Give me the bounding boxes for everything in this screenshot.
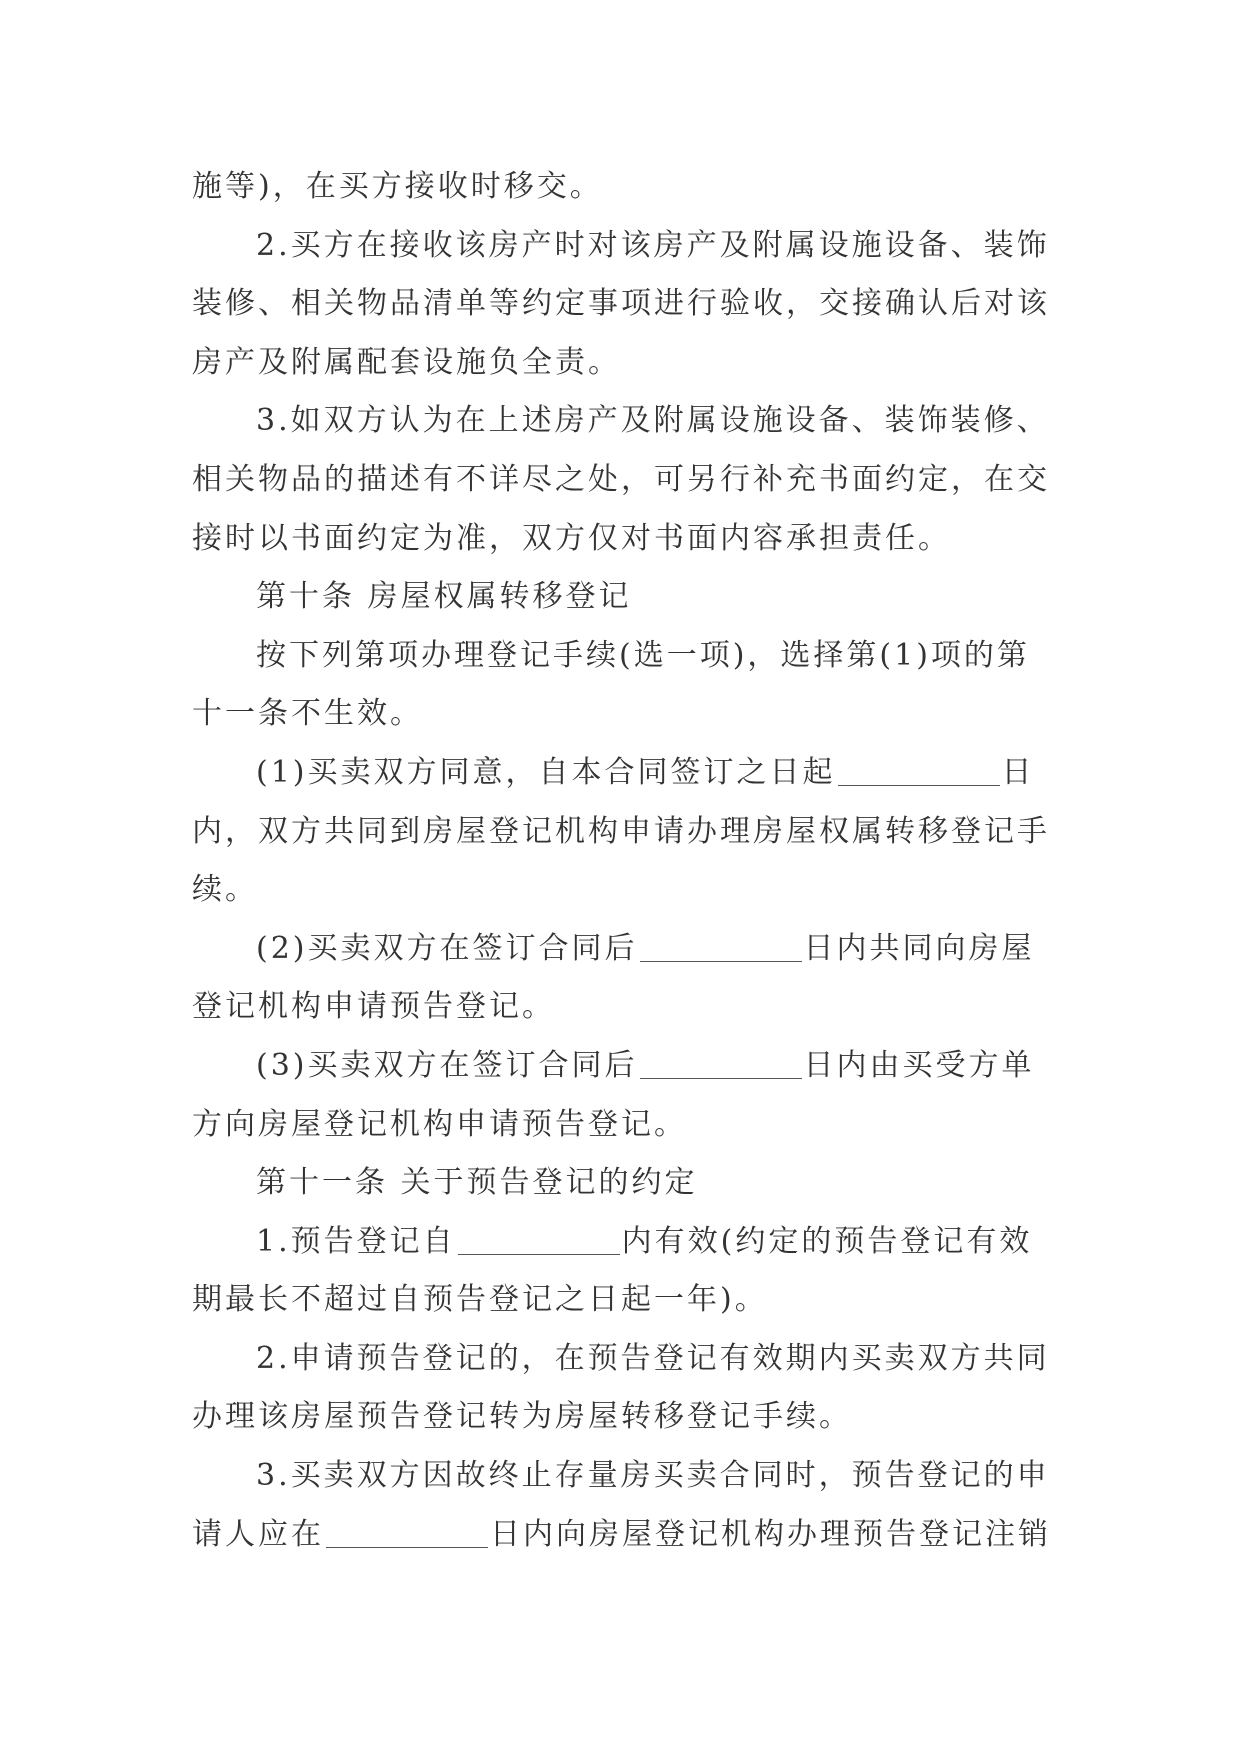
text-line xyxy=(192,1096,1060,1155)
text-line xyxy=(192,334,1060,393)
line-text: 请人应在 xyxy=(192,1516,324,1552)
text-line xyxy=(192,1330,1060,1389)
text-line xyxy=(192,392,1060,451)
text-line xyxy=(192,1506,1060,1565)
text-line xyxy=(192,158,1060,217)
line-text: 施等)，在买方接收时移交。 xyxy=(192,169,603,204)
text-line xyxy=(192,803,1060,862)
text-line xyxy=(192,1213,1060,1272)
fill-in-blank[interactable] xyxy=(640,931,802,962)
line-text: 日内共同向房屋 xyxy=(803,930,1035,966)
fill-in-blank[interactable] xyxy=(640,1048,802,1079)
text-line xyxy=(192,627,1060,686)
text-line xyxy=(192,861,1060,920)
line-text: 3.如双方认为在上述房产及附属设施设备、装饰装修、 xyxy=(256,403,1050,439)
line-text: 日内向房屋登记机构办理预告登记注销 xyxy=(490,1516,1051,1552)
line-text: 期最长不超过自预告登记之日起一年)。 xyxy=(192,1282,768,1318)
line-text: 相关物品的描述有不详尽之处，可另行补充书面约定，在交 xyxy=(192,461,1050,497)
line-text: 2.买方在接收该房产时对该房产及附属设施设备、装饰 xyxy=(256,227,1050,263)
line-text: 续。 xyxy=(192,872,258,908)
text-line xyxy=(192,1388,1060,1447)
fill-in-blank[interactable] xyxy=(458,1224,620,1255)
fill-in-blank[interactable] xyxy=(838,755,1000,786)
text-line xyxy=(192,920,1060,979)
line-text: 房产及附属配套设施负全责。 xyxy=(192,344,621,380)
line-text: 1.预告登记自 xyxy=(256,1223,456,1259)
fill-in-blank[interactable] xyxy=(326,1517,488,1548)
line-text: 第十条 房屋权属转移登记 xyxy=(256,579,632,615)
line-text: 登记机构申请预告登记。 xyxy=(192,989,555,1025)
line-text: 装修、相关物品清单等约定事项进行验收，交接确认后对该 xyxy=(192,286,1050,322)
line-text: 方向房屋登记机构申请预告登记。 xyxy=(192,1106,687,1142)
text-line xyxy=(192,685,1060,744)
text-line xyxy=(192,217,1060,276)
text-line xyxy=(192,1271,1060,1330)
line-text: 十一条不生效。 xyxy=(192,696,423,732)
line-text: 接时以书面约定为准，双方仅对书面内容承担责任。 xyxy=(192,520,951,556)
line-text: 3.买卖双方因故终止存量房买卖合同时，预告登记的申 xyxy=(256,1458,1050,1494)
text-line xyxy=(192,1447,1060,1506)
section-heading xyxy=(192,568,1060,627)
line-text: (3)买卖双方在签订合同后 xyxy=(256,1047,638,1083)
line-text: 第十一条 关于预告登记的约定 xyxy=(256,1165,698,1201)
section-heading xyxy=(192,1154,1060,1213)
line-text: 2.申请预告登记的，在预告登记有效期内买卖双方共同 xyxy=(256,1340,1050,1376)
line-text: 办理该房屋预告登记转为房屋转移登记手续。 xyxy=(192,1399,852,1435)
line-text: (1)买卖双方同意，自本合同签订之日起 xyxy=(256,754,836,790)
text-line xyxy=(192,1037,1060,1096)
line-text: 内，双方共同到房屋登记机构申请办理房屋权属转移登记手 xyxy=(192,813,1050,849)
line-text: 日 xyxy=(1001,754,1035,790)
text-line xyxy=(192,451,1060,510)
line-text: 内有效(约定的预告登记有效 xyxy=(621,1223,1033,1259)
contract-text xyxy=(192,158,1060,1564)
text-line xyxy=(192,275,1060,334)
line-text: 按下列第项办理登记手续(选一项)，选择第(1)项的第 xyxy=(256,637,1030,673)
line-text: 日内由买受方单 xyxy=(803,1047,1035,1083)
text-line xyxy=(192,978,1060,1037)
text-line xyxy=(192,744,1060,803)
line-text: (2)买卖双方在签订合同后 xyxy=(256,930,638,966)
text-line xyxy=(192,510,1060,569)
